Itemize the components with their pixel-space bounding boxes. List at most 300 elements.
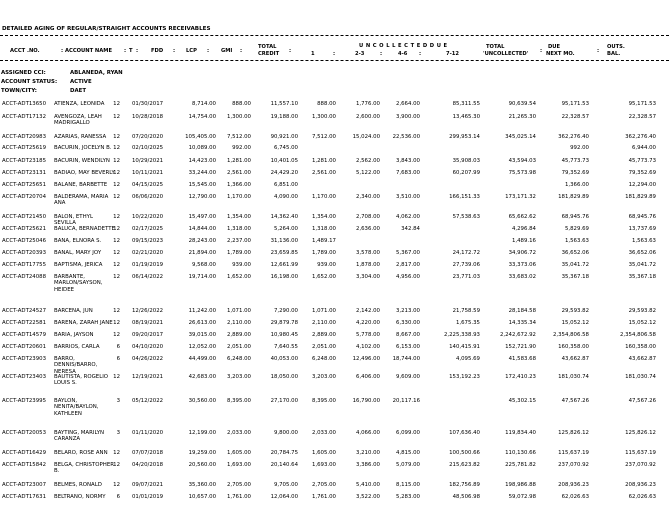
cell-fdd: 02/10/2025: [132, 145, 164, 151]
cell-gmi: 1,354.00: [226, 214, 251, 220]
cell-acct: ACCT-ADT24527: [2, 308, 47, 314]
cell-lcp: 12,790.00: [188, 194, 216, 200]
cell-bucket-4-6: 4,815.00: [395, 450, 420, 456]
cell-bucket-7-12: 23,771.03: [452, 274, 480, 280]
cell-bucket-1: 2,561.00: [311, 170, 336, 176]
cell-outstanding-balance: 47,567.26: [628, 398, 656, 404]
report-title: DETAILED AGING OF REGULAR/STRAIGHT ACCOUNTS RECEIVABLES: [2, 26, 211, 32]
cell-acct: ACCT-ADT13650: [2, 101, 47, 107]
cell-due-next-month: 79,352.69: [561, 170, 589, 176]
cell-total-credit: 19,188.00: [270, 114, 298, 120]
cell-total-uncollected: 59,072.98: [508, 494, 536, 500]
cell-due-next-month: 95,171.53: [561, 101, 589, 107]
cell-total-credit: 20,140.64: [270, 462, 298, 468]
assigned-cci-label: ASSIGNED CCI:: [1, 70, 46, 76]
cell-term: 12: [113, 182, 120, 188]
cell-gmi: 939.00: [232, 262, 251, 268]
uncollected-due-label: U N C O L L E C T E D D U E: [359, 43, 448, 49]
cell-term: 12: [113, 114, 120, 120]
cell-term: 12: [113, 462, 120, 468]
cell-total-credit: 14,362.40: [270, 214, 298, 220]
cell-bucket-2-3: 1,878.00: [355, 262, 380, 268]
col-total-credit-top: TOTAL: [258, 44, 277, 50]
cell-acct: ACCT-ADT15842: [2, 462, 47, 468]
cell-name: AZARIAS, RANESSA: [54, 134, 107, 140]
cell-fdd: 01/19/2019: [132, 262, 164, 268]
cell-total-credit: 6,851.00: [273, 182, 298, 188]
cell-bucket-1: 1,281.00: [311, 158, 336, 164]
header-top-rule: [0, 35, 669, 36]
cell-name: BANA, ELNORA S.: [54, 238, 102, 244]
cell-term: 6: [116, 344, 120, 350]
cell-bucket-4-6: 3,510.00: [395, 194, 420, 200]
cell-fdd: 09/15/2023: [132, 238, 164, 244]
cell-bucket-7-12: 35,908.03: [452, 158, 480, 164]
cell-bucket-1: 1,605.00: [311, 450, 336, 456]
cell-due-next-month: 125,826.12: [558, 430, 589, 436]
cell-fdd: 12/19/2021: [132, 374, 164, 380]
cell-bucket-7-12: 182,756.89: [449, 482, 480, 488]
cell-bucket-1: 2,889.00: [311, 332, 336, 338]
cell-term: 12: [113, 226, 120, 232]
col-sep: :: [597, 48, 600, 54]
cell-bucket-7-12: 85,311.55: [452, 101, 480, 107]
cell-gmi: 1,605.00: [226, 450, 251, 456]
cell-fdd: 04/15/2025: [132, 182, 164, 188]
cell-due-next-month: 36,652.06: [561, 250, 589, 256]
cell-acct: ACCT-ADT17132: [2, 114, 47, 120]
cell-acct: ACCT-ADT25621: [2, 226, 47, 232]
cell-bucket-4-6: 20,117.16: [392, 398, 420, 404]
cell-term: 12: [113, 374, 120, 380]
cell-bucket-7-12: 4,095.69: [455, 356, 480, 362]
cell-bucket-1: 1,693.00: [311, 462, 336, 468]
cell-name: BELMES, RONALD: [54, 482, 102, 488]
cell-term: 3: [116, 398, 120, 404]
cell-due-next-month: 15,052.12: [561, 320, 589, 326]
cell-total-credit: 12,064.00: [270, 494, 298, 500]
cell-fdd: 10/29/2021: [132, 158, 164, 164]
cell-bucket-1: 2,705.00: [311, 482, 336, 488]
cell-name: BELARO, ROSE ANN: [54, 450, 108, 456]
cell-outstanding-balance: 35,041.72: [628, 262, 656, 268]
cell-bucket-1: 6,248.00: [311, 356, 336, 362]
cell-gmi: 8,395.00: [226, 398, 251, 404]
cell-fdd: 01/01/2019: [132, 494, 164, 500]
cell-due-next-month: 45,773.73: [561, 158, 589, 164]
cell-lcp: 12,199.00: [188, 430, 216, 436]
cell-outstanding-balance: 12,294.00: [628, 182, 656, 188]
cell-bucket-7-12: 48,506.98: [452, 494, 480, 500]
cell-bucket-1: 1,789.00: [311, 250, 336, 256]
cell-total-uncollected: 34,906.72: [508, 250, 536, 256]
cell-fdd: 07/20/2020: [132, 134, 164, 140]
cell-name: BAYTING, MARILYN CARANZA: [54, 430, 105, 443]
cell-gmi: 1,789.00: [226, 250, 251, 256]
cell-fdd: 01/11/2020: [132, 430, 164, 436]
cell-bucket-1: 1,489.17: [311, 238, 336, 244]
cell-acct: ACCT-ADT22581: [2, 320, 47, 326]
cell-total-credit: 29,879.78: [270, 320, 298, 326]
cell-bucket-4-6: 8,115.00: [395, 482, 420, 488]
cell-bucket-4-6: 342.84: [401, 226, 420, 232]
cell-lcp: 8,714.00: [191, 101, 216, 107]
cell-term: 12: [113, 262, 120, 268]
cell-bucket-7-12: 1,675.35: [455, 320, 480, 326]
cell-bucket-7-12: 215,623.82: [449, 462, 480, 468]
cell-due-next-month: 35,367.18: [561, 274, 589, 280]
cell-lcp: 105,405.00: [185, 134, 216, 140]
cell-outstanding-balance: 160,358.00: [625, 344, 656, 350]
cell-bucket-2-3: 2,708.00: [355, 214, 380, 220]
cell-gmi: 2,051.00: [226, 344, 251, 350]
cell-due-next-month: 47,567.26: [561, 398, 589, 404]
col-sep: :: [540, 48, 543, 54]
cell-bucket-4-6: 2,664.00: [395, 101, 420, 107]
col-fdd: FDD: [151, 48, 164, 54]
cell-name: AVENGOZA, LEAH MADRIGALLO: [54, 114, 102, 127]
cell-due-next-month: 35,041.72: [561, 262, 589, 268]
cell-bucket-7-12: 107,636.40: [449, 430, 480, 436]
cell-due-next-month: 208,936.23: [558, 482, 589, 488]
cell-acct: ACCT-ADT23403: [2, 374, 47, 380]
cell-term: 12: [113, 158, 120, 164]
col-sep: :: [136, 48, 139, 54]
cell-bucket-7-12: 27,739.06: [452, 262, 480, 268]
cell-total-credit: 18,050.00: [270, 374, 298, 380]
cell-outstanding-balance: 208,936.23: [625, 482, 656, 488]
cell-outstanding-balance: 6,944.00: [631, 145, 656, 151]
cell-bucket-1: 1,652.00: [311, 274, 336, 280]
cell-bucket-4-6: 6,153.00: [395, 344, 420, 350]
col-sep: :: [380, 51, 383, 57]
cell-gmi: 1,761.00: [226, 494, 251, 500]
cell-bucket-2-3: 6,406.00: [355, 374, 380, 380]
cell-total-uncollected: 65,662.62: [508, 214, 536, 220]
cell-due-next-month: 43,662.87: [561, 356, 589, 362]
cell-acct: ACCT-ADT23995: [2, 398, 47, 404]
cell-lcp: 10,657.00: [188, 494, 216, 500]
cell-outstanding-balance: 43,662.87: [628, 356, 656, 362]
cell-total-credit: 4,090.00: [273, 194, 298, 200]
cell-term: 12: [113, 170, 120, 176]
col-sep: :: [419, 51, 422, 57]
cell-total-credit: 10,401.05: [270, 158, 298, 164]
account-status-label: ACCOUNT STATUS:: [1, 79, 58, 85]
cell-name: BARRIOS, CARLA: [54, 344, 100, 350]
cell-bucket-7-12: 2,225,338.93: [443, 332, 480, 338]
cell-lcp: 9,568.00: [191, 262, 216, 268]
cell-name: BARRO, DENNIS/BARRO, NERESA: [54, 356, 98, 375]
cell-gmi: 1,366.00: [226, 182, 251, 188]
cell-bucket-1: 2,110.00: [311, 320, 336, 326]
cell-lcp: 28,243.00: [188, 238, 216, 244]
cell-total-credit: 9,705.00: [273, 482, 298, 488]
cell-term: 12: [113, 134, 120, 140]
cell-bucket-7-12: 100,500.66: [449, 450, 480, 456]
col-total-uncollected-bottom: 'UNCOLLECTED': [483, 51, 529, 57]
account-status-value: ACTIVE: [70, 79, 92, 85]
col-sep: :: [173, 48, 176, 54]
cell-total-credit: 12,661.99: [270, 262, 298, 268]
cell-gmi: 6,248.00: [226, 356, 251, 362]
cell-fdd: 04/10/2020: [132, 344, 164, 350]
col-bucket-4-6: 4-6: [398, 51, 408, 57]
cell-lcp: 42,683.00: [188, 374, 216, 380]
cell-term: 12: [113, 238, 120, 244]
cell-acct: ACCT-ADT14579: [2, 332, 47, 338]
cell-gmi: 2,705.00: [226, 482, 251, 488]
cell-total-uncollected: 41,583.68: [508, 356, 536, 362]
cell-name: BADIAO, MAY BEVERLY: [54, 170, 115, 176]
cell-outstanding-balance: 95,171.53: [628, 101, 656, 107]
cell-bucket-7-12: 13,465.30: [452, 114, 480, 120]
cell-outstanding-balance: 15,052.12: [628, 320, 656, 326]
cell-lcp: 14,423.00: [188, 158, 216, 164]
cell-due-next-month: 29,593.82: [561, 308, 589, 314]
cell-name: BARBANTE, MARLON/SAYSON, HEIDEE: [54, 274, 103, 293]
cell-fdd: 06/14/2022: [132, 274, 164, 280]
cell-term: 12: [113, 250, 120, 256]
town-city-value: DAET: [70, 88, 87, 94]
cell-total-uncollected: 119,834.40: [505, 430, 536, 436]
cell-acct: ACCT-ADT20601: [2, 344, 47, 350]
cell-total-uncollected: 173,171.32: [505, 194, 536, 200]
cell-outstanding-balance: 62,026.63: [628, 494, 656, 500]
cell-outstanding-balance: 362,276.40: [625, 134, 656, 140]
cell-due-next-month: 5,829.69: [564, 226, 589, 232]
cell-fdd: 04/26/2022: [132, 356, 164, 362]
cell-bucket-1: 1,761.00: [311, 494, 336, 500]
cell-acct: ACCT-ADT16429: [2, 450, 47, 456]
cell-total-uncollected: 14,335.34: [508, 320, 536, 326]
cell-acct: ACCT-ADT25046: [2, 238, 47, 244]
col-bucket-7-12: 7-12: [446, 51, 459, 57]
cell-total-uncollected: 90,639.54: [508, 101, 536, 107]
col-sep: :: [207, 48, 210, 54]
cell-fdd: 01/30/2017: [132, 101, 164, 107]
cell-due-next-month: 160,358.00: [558, 344, 589, 350]
cell-lcp: 44,499.00: [188, 356, 216, 362]
cell-bucket-2-3: 4,066.00: [355, 430, 380, 436]
cell-bucket-4-6: 3,213.00: [395, 308, 420, 314]
cell-outstanding-balance: 22,328.57: [628, 114, 656, 120]
cell-bucket-2-3: 2,600.00: [355, 114, 380, 120]
cell-gmi: 1,281.00: [226, 158, 251, 164]
cell-due-next-month: 2,354,806.58: [552, 332, 589, 338]
cell-outstanding-balance: 36,652.06: [628, 250, 656, 256]
cell-outstanding-balance: 181,829.89: [625, 194, 656, 200]
col-sep: :: [289, 48, 292, 54]
cell-bucket-2-3: 5,778.00: [355, 332, 380, 338]
cell-bucket-1: 1,318.00: [311, 226, 336, 232]
cell-bucket-2-3: 3,304.00: [355, 274, 380, 280]
cell-gmi: 7,512.00: [226, 134, 251, 140]
cell-lcp: 11,242.00: [188, 308, 216, 314]
cell-bucket-7-12: 21,758.59: [452, 308, 480, 314]
cell-bucket-2-3: 4,102.00: [355, 344, 380, 350]
cell-outstanding-balance: 68,945.76: [628, 214, 656, 220]
cell-lcp: 19,714.00: [188, 274, 216, 280]
cell-lcp: 39,015.00: [188, 332, 216, 338]
col-term: T: [129, 48, 133, 54]
cell-bucket-4-6: 5,283.00: [395, 494, 420, 500]
cell-term: 12: [113, 332, 120, 338]
cell-fdd: 10/28/2018: [132, 114, 164, 120]
cell-outstanding-balance: 125,826.12: [625, 430, 656, 436]
cell-term: 12: [113, 214, 120, 220]
cell-name: BARIA, JAYSON: [54, 332, 94, 338]
cell-bucket-1: 1,300.00: [311, 114, 336, 120]
cell-total-credit: 16,198.00: [270, 274, 298, 280]
cell-bucket-4-6: 5,079.00: [395, 462, 420, 468]
cell-fdd: 12/26/2022: [132, 308, 164, 314]
cell-due-next-month: 1,366.00: [564, 182, 589, 188]
col-total-credit-bottom: CREDIT: [258, 51, 280, 57]
cell-total-uncollected: 4,296.84: [511, 226, 536, 232]
cell-name: BARENA, ZARAH JANE: [54, 320, 113, 326]
cell-term: 12: [113, 450, 120, 456]
cell-bucket-1: 1,071.00: [311, 308, 336, 314]
cell-due-next-month: 68,945.76: [561, 214, 589, 220]
cell-total-uncollected: 45,302.15: [508, 398, 536, 404]
cell-term: 6: [116, 494, 120, 500]
cell-total-credit: 6,745.00: [273, 145, 298, 151]
cell-name: BALDERAMA, MARIA ANA: [54, 194, 109, 207]
cell-outstanding-balance: 237,070.92: [625, 462, 656, 468]
col-bucket-2-3: 2-3: [355, 51, 365, 57]
cell-gmi: 2,237.00: [226, 238, 251, 244]
cell-bucket-4-6: 22,536.00: [392, 134, 420, 140]
cell-total-credit: 20,784.75: [270, 450, 298, 456]
cell-total-credit: 27,170.00: [270, 398, 298, 404]
cell-total-uncollected: 1,489.16: [511, 238, 536, 244]
col-gmi: GMI: [221, 48, 233, 54]
cell-lcp: 15,497.00: [188, 214, 216, 220]
cell-term: 12: [113, 482, 120, 488]
cell-fdd: 10/11/2021: [132, 170, 164, 176]
col-sep: :: [61, 48, 64, 54]
cell-total-uncollected: 2,242,672.92: [499, 332, 536, 338]
cell-total-credit: 23,659.85: [270, 250, 298, 256]
cell-outstanding-balance: 181,030.74: [625, 374, 656, 380]
cell-total-uncollected: 43,594.03: [508, 158, 536, 164]
cell-total-uncollected: 33,683.02: [508, 274, 536, 280]
col-outs-bal-top: OUTS.: [607, 44, 625, 50]
cell-bucket-2-3: 5,122.00: [355, 170, 380, 176]
cell-acct: ACCT-ADT20393: [2, 250, 47, 256]
col-total-uncollected-top: TOTAL: [486, 44, 505, 50]
cell-fdd: 09/07/2021: [132, 482, 164, 488]
cell-bucket-7-12: 140,415.91: [449, 344, 480, 350]
header-bottom-rule: [0, 60, 669, 61]
cell-gmi: 1,652.00: [226, 274, 251, 280]
cell-lcp: 15,545.00: [188, 182, 216, 188]
cell-name: ATIENZA, LEONIDA: [54, 101, 105, 107]
cell-gmi: 1,318.00: [226, 226, 251, 232]
cell-gmi: 1,693.00: [226, 462, 251, 468]
cell-lcp: 33,244.00: [188, 170, 216, 176]
cell-name: BELGA, CHRISTOPHER B.: [54, 462, 114, 475]
cell-bucket-2-3: 12,496.00: [352, 356, 380, 362]
cell-due-next-month: 362,276.40: [558, 134, 589, 140]
cell-lcp: 21,894.00: [188, 250, 216, 256]
cell-lcp: 19,259.00: [188, 450, 216, 456]
cell-total-uncollected: 172,410.23: [505, 374, 536, 380]
cell-acct: ACCT-ADT21450: [2, 214, 47, 220]
cell-gmi: 2,033.00: [226, 430, 251, 436]
cell-bucket-7-12: 57,538.63: [452, 214, 480, 220]
col-sep: :: [124, 48, 127, 54]
cell-total-credit: 24,429.20: [270, 170, 298, 176]
cell-bucket-4-6: 4,062.00: [395, 214, 420, 220]
cell-gmi: 2,561.00: [226, 170, 251, 176]
cell-acct: ACCT-ADT24088: [2, 274, 47, 280]
cell-term: 12: [113, 320, 120, 326]
cell-total-credit: 9,800.00: [273, 430, 298, 436]
cell-lcp: 14,754.00: [188, 114, 216, 120]
cell-bucket-4-6: 5,367.00: [395, 250, 420, 256]
col-account-name: ACCOUNT NAME: [65, 48, 112, 54]
cell-bucket-4-6: 2,817.00: [395, 262, 420, 268]
assigned-cci-value: ABLANEDA, RYAN: [70, 70, 123, 76]
cell-gmi: 2,889.00: [226, 332, 251, 338]
cell-outstanding-balance: 35,367.18: [628, 274, 656, 280]
cell-bucket-2-3: 1,776.00: [355, 101, 380, 107]
cell-bucket-1: 1,354.00: [311, 214, 336, 220]
cell-due-next-month: 237,070.92: [558, 462, 589, 468]
cell-term: 12: [113, 274, 120, 280]
cell-gmi: 3,203.00: [226, 374, 251, 380]
cell-name: BAYLON, NENITA/BAYLON, KATHLEEN: [54, 398, 99, 417]
cell-total-credit: 10,980.45: [270, 332, 298, 338]
cell-acct: ACCT-ADT23131: [2, 170, 47, 176]
cell-bucket-2-3: 3,578.00: [355, 250, 380, 256]
cell-total-credit: 40,053.00: [270, 356, 298, 362]
cell-bucket-2-3: 2,636.00: [355, 226, 380, 232]
cell-bucket-1: 2,051.00: [311, 344, 336, 350]
cell-total-uncollected: 28,184.58: [508, 308, 536, 314]
cell-term: 12: [113, 145, 120, 151]
cell-name: BACURIN, WENDILYN: [54, 158, 110, 164]
cell-due-next-month: 62,026.63: [561, 494, 589, 500]
col-sep: :: [333, 51, 336, 57]
cell-acct: ACCT-ADT20053: [2, 430, 47, 436]
col-lcp: LCP: [186, 48, 197, 54]
cell-bucket-4-6: 3,900.00: [395, 114, 420, 120]
cell-term: 12: [113, 101, 120, 107]
cell-bucket-4-6: 18,744.00: [392, 356, 420, 362]
cell-outstanding-balance: 79,352.69: [628, 170, 656, 176]
cell-name: BAUTISTA, ROGELIO LOUIS S.: [54, 374, 109, 387]
cell-bucket-2-3: 4,220.00: [355, 320, 380, 326]
cell-total-credit: 5,264.00: [273, 226, 298, 232]
col-due-next-top: DUE: [548, 44, 561, 50]
cell-bucket-1: 2,033.00: [311, 430, 336, 436]
cell-outstanding-balance: 29,593.82: [628, 308, 656, 314]
cell-name: BANAL, MARY JOY: [54, 250, 102, 256]
cell-lcp: 14,844.00: [188, 226, 216, 232]
cell-bucket-7-12: 153,192.23: [449, 374, 480, 380]
cell-acct: ACCT-ADT20704: [2, 194, 47, 200]
cell-total-credit: 31,136.00: [270, 238, 298, 244]
cell-bucket-2-3: 2,562.00: [355, 158, 380, 164]
cell-bucket-1: 939.00: [317, 262, 336, 268]
cell-bucket-2-3: 15,024.00: [352, 134, 380, 140]
cell-acct: ACCT-ADT23007: [2, 482, 47, 488]
cell-gmi: 1,300.00: [226, 114, 251, 120]
col-sep: :: [240, 48, 243, 54]
